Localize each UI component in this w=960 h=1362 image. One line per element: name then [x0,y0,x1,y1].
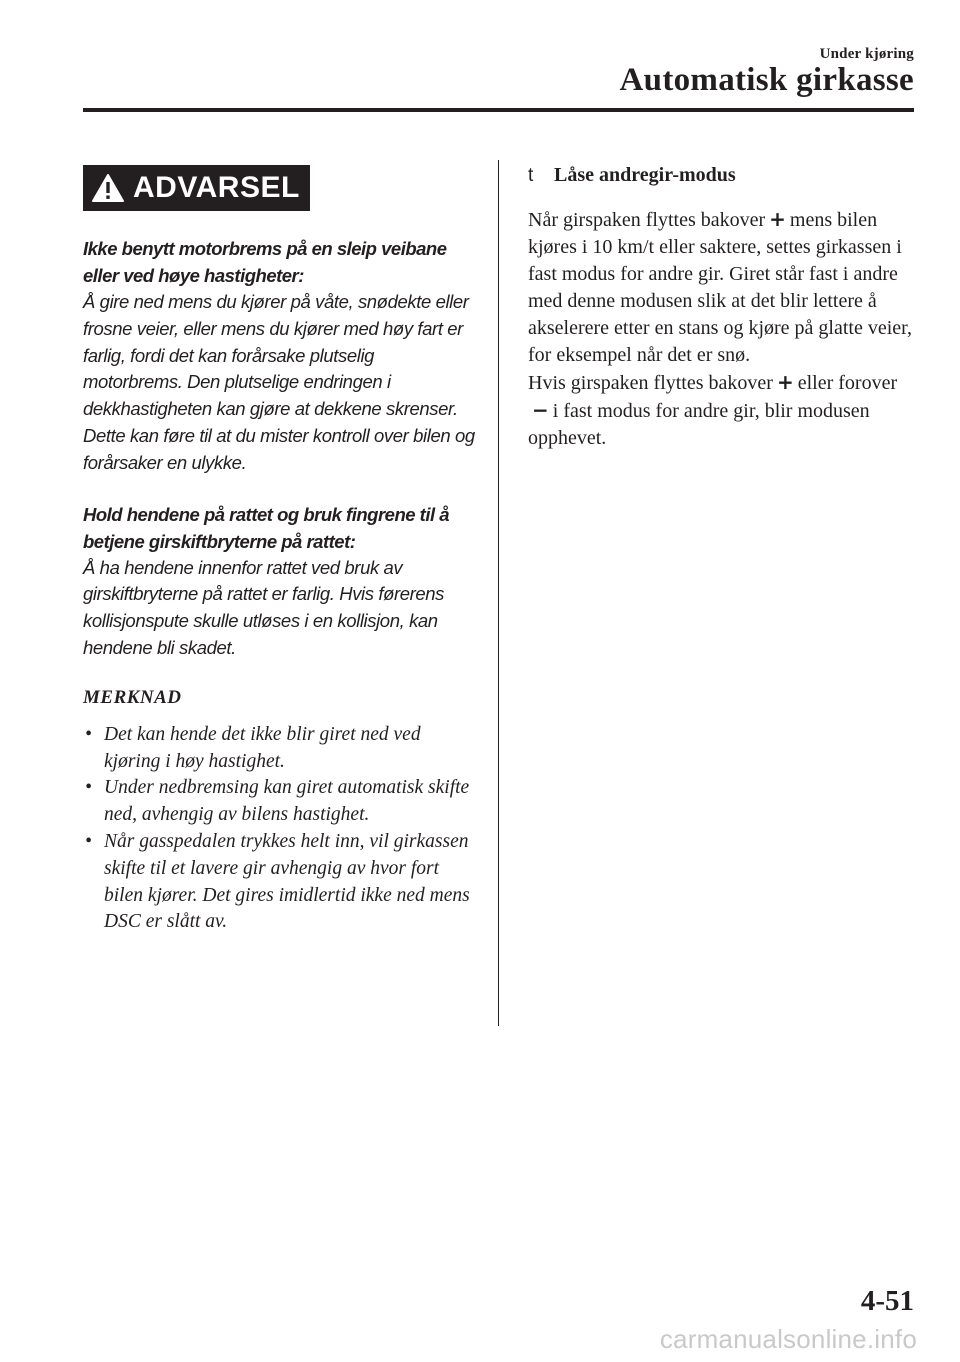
note-bullet: • [85,723,92,745]
section-heading [528,163,918,188]
warning-heading: Ikke benytt motorbrems på en sleip veibane eller ved høye hastigheter: [83,238,447,286]
column-divider [498,160,499,1026]
watermark: carmanualsonline.info [659,1324,917,1354]
warning-block [83,501,475,662]
section-heading-text: Låse andregir-modus [554,164,736,186]
note-bullet: • [85,830,92,852]
running-header-section: Under kjøring [819,46,914,62]
warning-body: Å ha hendene innenfor rattet ved bruk av girskiftbryterne på rattet er farlig. Hvis førerens kollisjonspute skulle utløses i en kollisjon, kan hendene bli skadet. [83,556,445,658]
warning-heading: Hold hendene på rattet og bruk fingrene til å betjene girskiftbryterne på rattet: [83,503,450,552]
note-item [83,829,475,936]
right-column [528,163,918,452]
warning-label: ADVARSEL [133,171,300,204]
page-number: 4-51 [860,1285,914,1317]
paragraph-text: mens bilen kjøres i 10 km/t eller saktere, settes girkassen i fast modus for andre gir. Giret står fast i andre med denne modusen slik at det blir lettere å akselerere etter en stans og kjøre på glatte veier, for eksempel når det er snø. [528,209,913,366]
note-item-text: Når gasspedalen trykkes helt inn, vil girkassen skifte til et lavere gir avhengig av hvor fort bilen kjører. Det gires imidlertid ikke ned mens DSC er slått av. [104,830,470,933]
note-item [83,775,475,829]
paragraph-text: Når girspaken flyttes bakover [528,209,766,231]
paragraph-text: i fast modus for andre gir, blir modusen opphevet. [528,400,870,449]
page-title: Automatisk girkasse [619,62,914,98]
warning-body: Å gire ned mens du kjører på våte, snødekte eller frosne veier, eller mens du kjører med høy fart er farlig, fordi det kan forårsake plutselig motorbrems. Den plutselige endringen i dekkhastigheten kan gjøre at dekkene skrenser. Dette kan føre til at du mister kontroll over bilen og forårsaker en ulykke. [83,291,475,473]
section-marker-icon: t [528,165,534,186]
note-item [83,722,475,776]
plus-icon: + [776,370,794,394]
body-paragraph [528,369,918,452]
minus-icon: − [532,398,549,422]
paragraph-text: eller forover [797,372,898,394]
left-column [83,165,475,936]
warning-badge [83,165,310,211]
note-title: MERKNAD [83,686,182,708]
note-item-text: Det kan hende det ikke blir giret ned ved kjøring i høy hastighet. [104,723,421,772]
body-paragraph [528,206,918,369]
warning-block [83,235,475,477]
plus-icon: + [769,207,786,231]
note-bullet: • [85,777,92,799]
warning-triangle-icon [91,173,125,203]
paragraph-text: Hvis girspaken flyttes bakover [528,372,773,394]
note-list [83,722,475,936]
note-item-text: Under nedbremsing kan giret automatisk skifte ned, avhengig av bilens hastighet. [104,777,470,826]
header-rule [83,108,914,112]
